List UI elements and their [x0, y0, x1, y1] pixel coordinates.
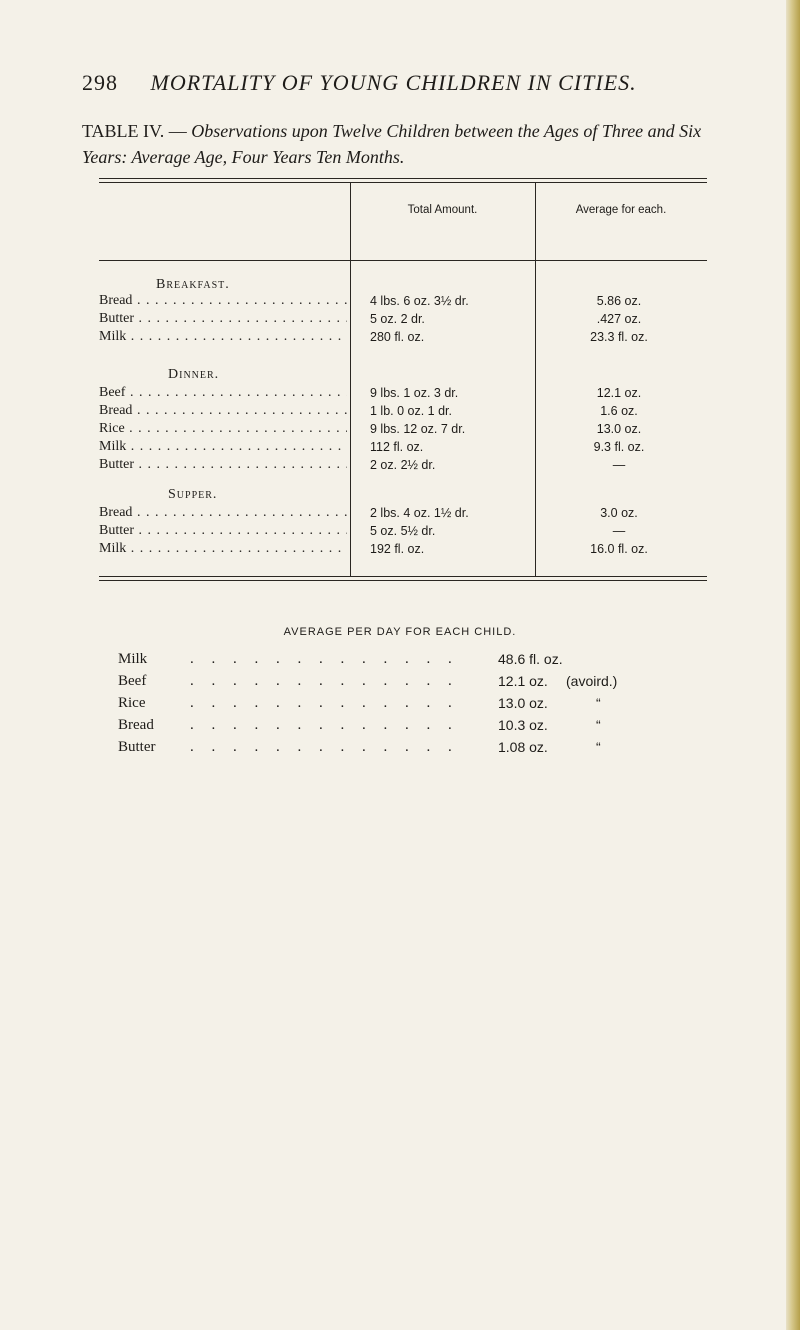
row-item: Rice — [99, 421, 125, 436]
table-header-rule — [99, 260, 707, 261]
average-value: 10.3 oz. — [498, 717, 548, 733]
table-row — [99, 310, 707, 328]
table-row — [99, 522, 707, 540]
table-row — [99, 402, 707, 420]
row-total: 2 oz. 2½ dr. — [370, 458, 436, 472]
table-caption — [82, 118, 742, 170]
average-item: Butter — [118, 739, 156, 755]
table-label: TABLE IV. — — [82, 121, 187, 141]
leader-dots: . . . . . . . . . . . . . — [190, 717, 459, 733]
list-item — [118, 714, 718, 736]
row-average: 16.0 fl. oz. — [590, 542, 648, 556]
table-title: Observations upon Twelve Children between the Ages of Three and Six Years: Average Age, Four Years Ten Months. — [82, 121, 702, 167]
running-title: MORTALITY OF YOUNG CHILDREN IN CITIES. — [150, 70, 637, 95]
column-header-total: Total Amount. — [407, 204, 478, 216]
table-row — [99, 328, 707, 346]
running-header — [82, 70, 682, 96]
row-average: — — [612, 524, 626, 538]
row-item: Beef — [99, 385, 126, 400]
table-bottom-rule-2 — [99, 580, 707, 581]
row-average: 9.3 fl. oz. — [593, 440, 645, 454]
row-item: Milk — [99, 329, 127, 344]
row-item: Bread — [99, 505, 133, 520]
table-top-rule — [99, 178, 707, 179]
leader-dots: . . . . . . . . . . . . . — [190, 651, 459, 667]
row-total: 4 lbs. 6 oz. 3½ dr. — [370, 294, 469, 308]
average-item: Rice — [118, 695, 146, 711]
table-bottom-rule — [99, 576, 707, 577]
list-item — [118, 648, 718, 670]
row-average: 3.0 oz. — [600, 506, 638, 520]
row-item: Milk — [99, 439, 127, 454]
row-total: 192 fl. oz. — [370, 542, 425, 556]
row-total: 5 oz. 5½ dr. — [370, 524, 436, 538]
row-average: 1.6 oz. — [600, 404, 638, 418]
page-edge — [786, 0, 800, 1330]
leader-dots: . . . . . . . . . . . . . — [190, 673, 459, 689]
average-item: Bread — [118, 717, 154, 733]
table-row — [99, 456, 707, 474]
row-average: 13.0 oz. — [596, 422, 642, 436]
average-note: “ — [596, 739, 601, 755]
row-item: Butter — [99, 457, 134, 472]
table-row — [99, 438, 707, 456]
row-item: Bread — [99, 403, 133, 418]
list-item — [118, 670, 718, 692]
average-note: “ — [596, 695, 601, 711]
table-top-rule-2 — [99, 182, 707, 183]
table-row — [99, 504, 707, 522]
table-row — [99, 384, 707, 402]
average-note: “ — [596, 717, 601, 733]
row-item: Butter — [99, 311, 134, 326]
list-item — [118, 692, 718, 714]
section-breakfast: Breakfast. — [156, 277, 230, 292]
table-row — [99, 420, 707, 438]
average-item: Beef — [118, 673, 147, 689]
column-header-average: Average for each. — [575, 204, 667, 216]
average-value: 13.0 oz. — [498, 695, 548, 711]
row-average: .427 oz. — [596, 312, 642, 326]
table-row — [99, 540, 707, 558]
section-supper: Supper. — [168, 487, 218, 502]
row-total: 1 lb. 0 oz. 1 dr. — [370, 404, 452, 418]
section-dinner: Dinner. — [168, 367, 220, 382]
row-item: Milk — [99, 541, 127, 556]
row-average: 5.86 oz. — [596, 294, 642, 308]
row-average: 23.3 fl. oz. — [590, 330, 648, 344]
average-item: Milk — [118, 651, 148, 667]
row-item: Butter — [99, 523, 134, 538]
average-value: 1.08 oz. — [498, 739, 548, 755]
average-value: 12.1 oz. — [498, 673, 548, 689]
row-average: — — [612, 458, 626, 472]
leader-dots: . . . . . . . . . . . . . — [190, 739, 459, 755]
row-total: 9 lbs. 12 oz. 7 dr. — [370, 422, 466, 436]
page-number: 298 — [82, 70, 118, 95]
row-total: 112 fl. oz. — [370, 440, 424, 454]
row-total: 2 lbs. 4 oz. 1½ dr. — [370, 506, 469, 520]
averages-title: AVERAGE PER DAY FOR EACH CHILD. — [283, 626, 517, 638]
average-note: (avoird.) — [566, 673, 618, 689]
table-row — [99, 292, 707, 310]
average-value: 48.6 fl. oz. — [498, 651, 563, 667]
row-total: 280 fl. oz. — [370, 330, 425, 344]
row-average: 12.1 oz. — [596, 386, 642, 400]
row-total: 5 oz. 2 dr. — [370, 312, 425, 326]
row-total: 9 lbs. 1 oz. 3 dr. — [370, 386, 459, 400]
list-item — [118, 736, 718, 758]
leader-dots: . . . . . . . . . . . . . — [190, 695, 459, 711]
row-item: Bread — [99, 293, 133, 308]
